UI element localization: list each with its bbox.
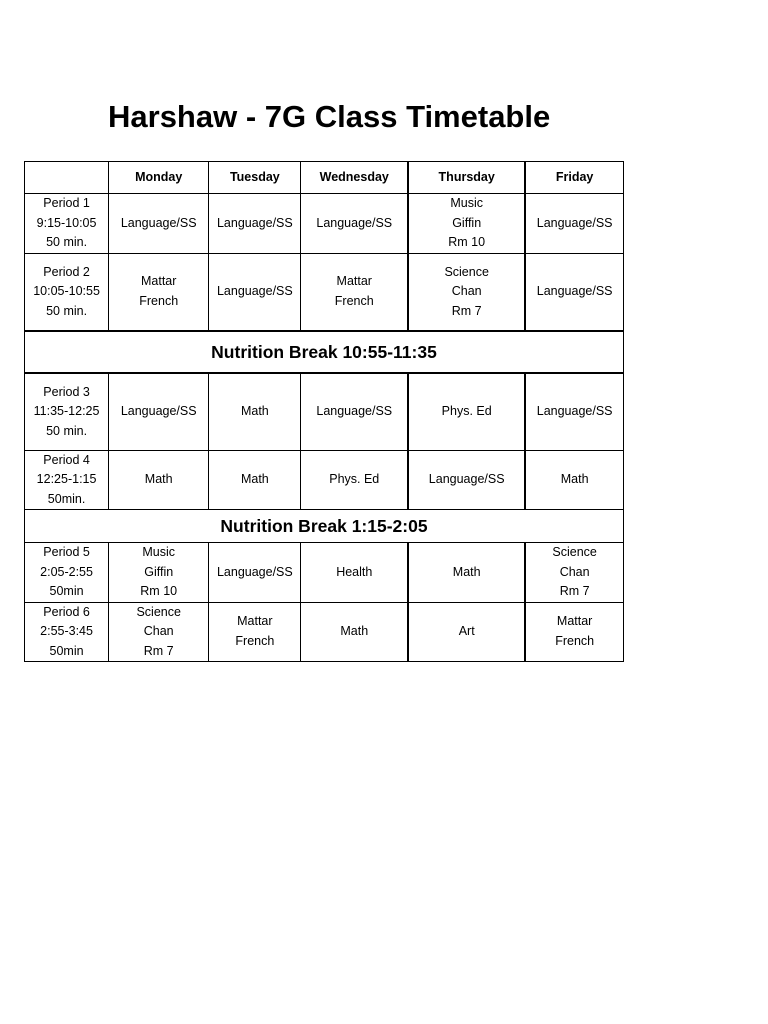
class-cell-monday bbox=[109, 373, 209, 450]
class-line: Language/SS bbox=[120, 404, 197, 418]
class-line: Math bbox=[240, 472, 269, 486]
period-line: 2:05-2:55 bbox=[40, 564, 93, 579]
class-line: Mattar bbox=[140, 274, 177, 289]
class-cell-thursday bbox=[408, 450, 525, 510]
class-line: Math bbox=[560, 472, 589, 486]
class-cell-friday bbox=[525, 602, 623, 662]
class-line: Science bbox=[136, 604, 181, 619]
class-line: Giffin bbox=[144, 564, 174, 579]
class-line: Music bbox=[142, 545, 176, 559]
class-cell-friday bbox=[525, 543, 623, 603]
class-line: Language/SS bbox=[216, 564, 293, 579]
class-cell-friday bbox=[525, 373, 623, 450]
class-cell-wednesday bbox=[301, 543, 408, 603]
class-line: Rm 7 bbox=[451, 303, 482, 318]
class-cell-wednesday bbox=[301, 373, 408, 450]
class-cell-tuesday bbox=[209, 602, 301, 662]
class-line: French bbox=[334, 293, 374, 308]
period-line: Period 6 bbox=[43, 604, 90, 619]
class-line: French bbox=[235, 633, 275, 648]
class-cell-thursday bbox=[408, 543, 525, 603]
period-line: 50min. bbox=[47, 491, 86, 506]
period-cell bbox=[25, 543, 109, 603]
class-cell-tuesday bbox=[209, 373, 301, 450]
class-cell-tuesday bbox=[209, 194, 301, 254]
period-line: Period 2 bbox=[43, 264, 90, 279]
class-line: Science bbox=[444, 264, 489, 279]
class-cell-monday bbox=[109, 253, 209, 331]
class-cell-monday bbox=[109, 602, 209, 662]
class-line: Giffin bbox=[452, 215, 482, 230]
class-cell-thursday bbox=[408, 194, 525, 254]
class-line: Chan bbox=[143, 624, 174, 638]
timetable-header bbox=[25, 162, 624, 194]
table-row bbox=[25, 543, 624, 603]
class-line: French bbox=[555, 633, 595, 648]
period-line: 50 min. bbox=[46, 423, 88, 438]
period-line: 11:35-12:25 bbox=[33, 404, 100, 418]
nutrition-break-cell: Nutrition Break 10:55-11:35 bbox=[25, 331, 624, 373]
class-line: Chan bbox=[451, 284, 482, 298]
period-cell bbox=[25, 194, 109, 254]
class-line: Language/SS bbox=[216, 215, 293, 230]
timetable bbox=[24, 161, 624, 662]
table-row bbox=[25, 373, 624, 450]
class-line: Rm 10 bbox=[140, 584, 178, 598]
class-cell-friday bbox=[525, 194, 623, 254]
table-row bbox=[25, 194, 624, 254]
break-row bbox=[25, 331, 624, 373]
period-line: Period 3 bbox=[43, 384, 90, 399]
class-line: Mattar bbox=[556, 614, 593, 629]
class-line: Phys. Ed bbox=[329, 472, 380, 486]
class-line: Chan bbox=[559, 564, 590, 579]
class-cell-monday bbox=[109, 194, 209, 254]
class-line: Language/SS bbox=[316, 404, 393, 418]
class-cell-thursday bbox=[408, 373, 525, 450]
day-header-monday: Monday bbox=[109, 162, 209, 194]
period-cell bbox=[25, 450, 109, 510]
class-line: Math bbox=[240, 404, 269, 418]
timetable-body bbox=[25, 194, 624, 662]
period-line: 50 min. bbox=[46, 303, 88, 318]
period-cell bbox=[25, 253, 109, 331]
class-line: Music bbox=[450, 196, 484, 210]
class-line: Mattar bbox=[336, 274, 372, 289]
class-cell-monday bbox=[109, 543, 209, 603]
class-line: Rm 7 bbox=[143, 643, 174, 658]
table-row bbox=[25, 602, 624, 662]
class-cell-wednesday bbox=[301, 602, 408, 662]
class-cell-friday bbox=[525, 450, 623, 510]
class-line: Language/SS bbox=[316, 215, 393, 230]
class-cell-wednesday bbox=[301, 450, 408, 510]
class-line: Language/SS bbox=[536, 215, 613, 230]
day-header-friday: Friday bbox=[525, 162, 623, 194]
class-line: Language/SS bbox=[216, 284, 293, 298]
period-cell bbox=[25, 373, 109, 450]
period-line: Period 4 bbox=[43, 452, 90, 467]
period-line: 2:55-3:45 bbox=[40, 624, 93, 638]
period-line: Period 5 bbox=[43, 545, 90, 559]
period-line: 12:25-1:15 bbox=[36, 472, 97, 486]
class-line: Language/SS bbox=[428, 472, 505, 486]
class-line: Rm 10 bbox=[448, 235, 486, 249]
class-cell-tuesday bbox=[209, 450, 301, 510]
class-line: Phys. Ed bbox=[441, 404, 492, 418]
class-line: Language/SS bbox=[536, 284, 613, 298]
class-cell-friday bbox=[525, 253, 623, 331]
period-line: 9:15-10:05 bbox=[36, 215, 97, 230]
day-header-wednesday: Wednesday bbox=[301, 162, 408, 194]
period-line: 10:05-10:55 bbox=[33, 284, 100, 298]
day-header-thursday: Thursday bbox=[408, 162, 525, 194]
class-cell-wednesday bbox=[301, 253, 408, 331]
class-line: French bbox=[139, 293, 179, 308]
class-cell-monday bbox=[109, 450, 209, 510]
table-row bbox=[25, 253, 624, 331]
nutrition-break-cell: Nutrition Break 1:15-2:05 bbox=[25, 510, 624, 543]
class-line: Math bbox=[144, 472, 173, 486]
class-cell-thursday bbox=[408, 602, 525, 662]
class-cell-tuesday bbox=[209, 543, 301, 603]
class-cell-tuesday bbox=[209, 253, 301, 331]
break-row bbox=[25, 510, 624, 543]
corner-cell bbox=[25, 162, 109, 194]
period-line: 50min bbox=[49, 643, 84, 658]
class-line: Health bbox=[336, 564, 373, 579]
class-line: Language/SS bbox=[536, 404, 613, 418]
class-line: Math bbox=[340, 624, 369, 638]
period-cell bbox=[25, 602, 109, 662]
class-line: Science bbox=[552, 545, 597, 559]
class-line: Rm 7 bbox=[559, 584, 590, 598]
class-line: Math bbox=[452, 564, 481, 579]
header-row bbox=[25, 162, 624, 194]
table-row bbox=[25, 450, 624, 510]
day-header-tuesday: Tuesday bbox=[209, 162, 301, 194]
class-cell-wednesday bbox=[301, 194, 408, 254]
period-line: 50 min. bbox=[46, 235, 88, 249]
period-line: 50min bbox=[49, 584, 84, 598]
class-cell-thursday bbox=[408, 253, 525, 331]
page-title: Harshaw - 7G Class Timetable bbox=[108, 99, 551, 134]
class-line: Art bbox=[458, 624, 475, 638]
period-line: Period 1 bbox=[43, 196, 90, 210]
class-line: Mattar bbox=[237, 614, 273, 629]
class-line: Language/SS bbox=[120, 215, 197, 230]
